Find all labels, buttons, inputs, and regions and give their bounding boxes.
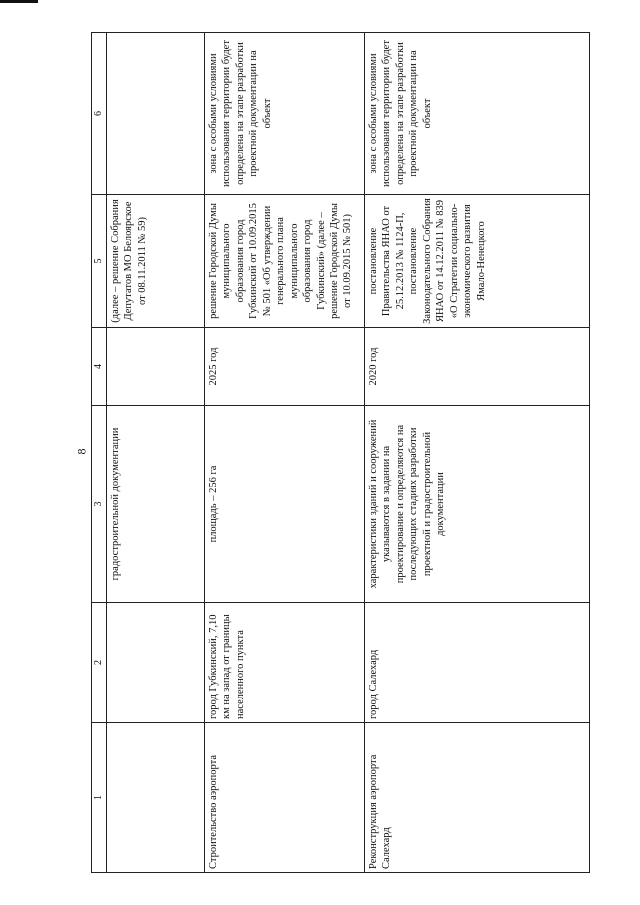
header-cell-1: 1 bbox=[92, 723, 107, 873]
cell-document: решение Городской Думы муниципального образования город Губкинский от 10.09.2015 № 501 «Об утверждении генерального плана муниципального образования город Губкинский» (далее – решение Городской Думы от 10.09.2015 № 501) bbox=[205, 195, 365, 328]
scan-edge-mark bbox=[0, 0, 38, 3]
cell-location: город Губкинский, 7,10 км на запад от границы населенного пункта bbox=[205, 603, 365, 723]
cell-zone: зона с особыми условиями использования территории будет определена на этапе разработки проектной документации на объект bbox=[365, 33, 590, 195]
header-cell-6: 6 bbox=[92, 33, 107, 195]
cell-location: город Салехард bbox=[365, 603, 590, 723]
cell-document: постановление Правительства ЯНАО от 25.12.2013 № 1124-П, постановление Законодательного Собрания ЯНАО от 14.12.2011 № 839 «О Стратегии социально-экономического развития Ямало-Ненецкого bbox=[365, 195, 590, 328]
cell-parameters: характеристики зданий и сооружений указываются в задании на проектирование и определяются на последующих стадиях разработки проектной и градостроительной документации bbox=[365, 406, 590, 603]
object-table bbox=[91, 32, 590, 873]
table-header-row bbox=[92, 33, 107, 873]
cell-object: Строительство аэропорта bbox=[205, 723, 365, 873]
header-cell-4: 4 bbox=[92, 328, 107, 406]
header-cell-5: 5 bbox=[92, 195, 107, 328]
cell-period: 2025 год bbox=[205, 328, 365, 406]
continuation-row bbox=[107, 33, 205, 873]
cell-object: Реконструкция аэропорта Салехард bbox=[365, 723, 590, 873]
rotated-table-container bbox=[91, 33, 580, 873]
cont-cell-zone bbox=[107, 33, 205, 195]
table-row-gubkinsky-airport bbox=[205, 33, 365, 873]
cell-parameters: площадь – 256 га bbox=[205, 406, 365, 603]
cell-zone: зона с особыми условиями использования территории будет определена на этапе разработки проектной документации на объект bbox=[205, 33, 365, 195]
table-row-salekhard-airport bbox=[365, 33, 590, 873]
page-number: 8 bbox=[74, 448, 89, 455]
cont-cell-document: (далее – решение Собрания Депутатов МО Белоярское от 08.11.2011 № 59) bbox=[107, 195, 205, 328]
cont-cell-location bbox=[107, 603, 205, 723]
header-cell-3: 3 bbox=[92, 406, 107, 603]
cont-cell-parameters: градостроительной документации bbox=[107, 406, 205, 603]
cell-period: 2020 год bbox=[365, 328, 590, 406]
cont-cell-period bbox=[107, 328, 205, 406]
header-cell-2: 2 bbox=[92, 603, 107, 723]
cont-cell-object bbox=[107, 723, 205, 873]
